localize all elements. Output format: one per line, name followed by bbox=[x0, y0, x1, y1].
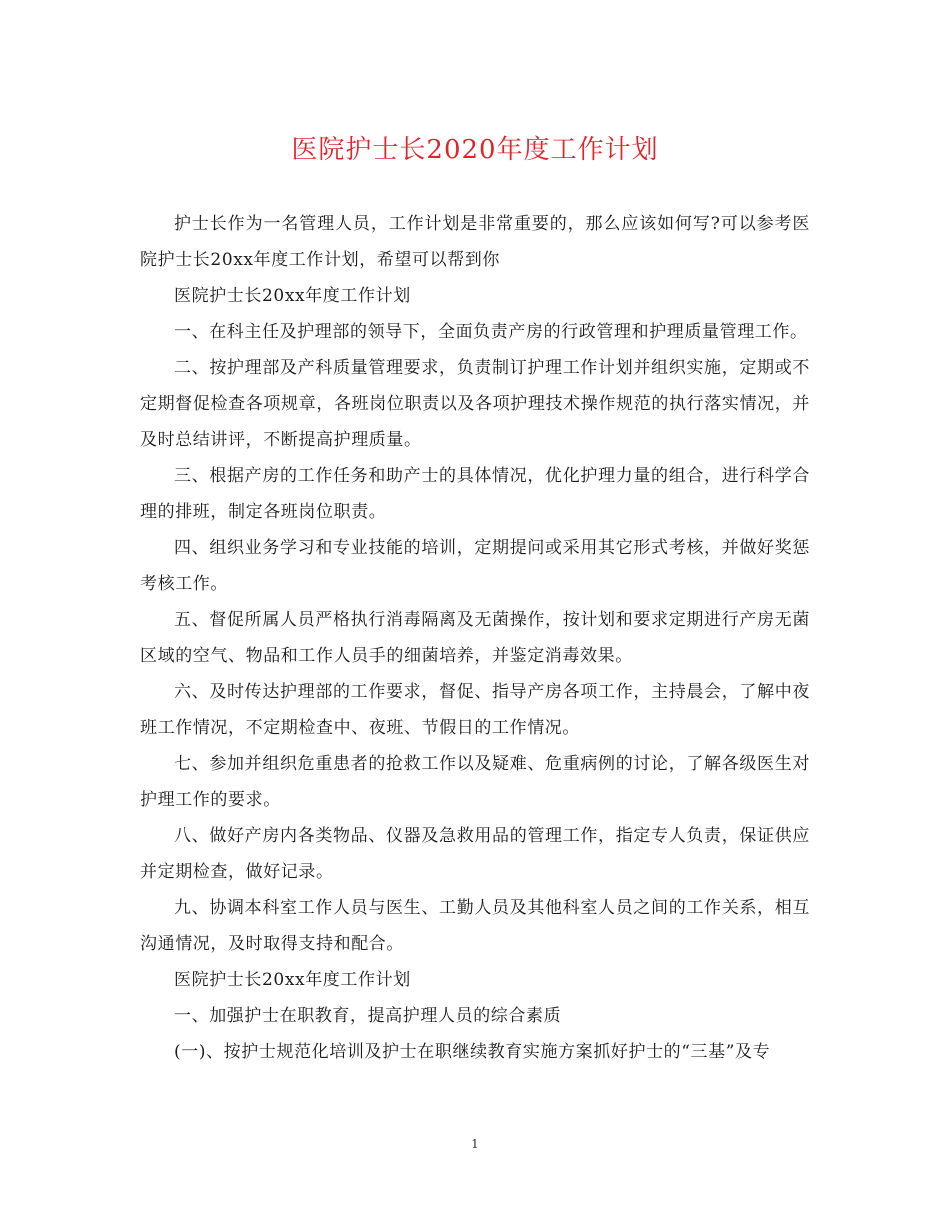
document-title: 医院护士长2020年度工作计划 bbox=[291, 135, 659, 165]
page-number: 1 bbox=[471, 1137, 479, 1151]
paragraph-section-heading: 医院护士长20xx年度工作计划 bbox=[174, 286, 411, 306]
paragraph-item-2: 二、按护理部及产科质量管理要求，负责制订护理工作计划并组织实施，定期或不定期督促检查各项规章，各班岗位职责以及各项护理技术操作规范的执行落实情况，并及时总结讲评，不断提高护理质量。 bbox=[140, 358, 810, 450]
document-body bbox=[140, 206, 810, 1070]
paragraph-item-4: 四、组织业务学习和专业技能的培训，定期提问或采用其它形式考核，并做好奖惩考核工作。 bbox=[140, 538, 810, 594]
paragraph-intro: 护士长作为一名管理人员，工作计划是非常重要的，那么应该如何写?可以参考医院护士长20xx年度工作计划，希望可以帮到你 bbox=[140, 214, 810, 270]
paragraph-item-8: 八、做好产房内各类物品、仪器及急救用品的管理工作，指定专人负责，保证供应并定期检查，做好记录。 bbox=[140, 826, 810, 882]
paragraph-item-3: 三、根据产房的工作任务和助产士的具体情况，优化护理力量的组合，进行科学合理的排班，制定各班岗位职责。 bbox=[140, 466, 810, 522]
paragraph-item-7: 七、参加并组织危重患者的抢救工作以及疑难、危重病例的讨论，了解各级医生对护理工作的要求。 bbox=[140, 754, 810, 810]
paragraph-subitem-1: (一)、按护士规范化培训及护士在职继续教育实施方案抓好护士的“三基”及专 bbox=[174, 1042, 771, 1062]
paragraph-item-5: 五、督促所属人员严格执行消毒隔离及无菌操作，按计划和要求定期进行产房无菌区域的空气、物品和工作人员手的细菌培养，并鉴定消毒效果。 bbox=[140, 610, 810, 666]
paragraph-subheading: 一、加强护士在职教育，提高护理人员的综合素质 bbox=[174, 1006, 562, 1026]
paragraph-item-9: 九、协调本科室工作人员与医生、工勤人员及其他科室人员之间的工作关系，相互沟通情况，及时取得支持和配合。 bbox=[140, 898, 810, 954]
paragraph-item-1: 一、在科主任及护理部的领导下，全面负责产房的行政管理和护理质量管理工作。 bbox=[174, 322, 808, 342]
paragraph-section-heading-2: 医院护士长20xx年度工作计划 bbox=[174, 970, 411, 990]
paragraph-item-6: 六、及时传达护理部的工作要求，督促、指导产房各项工作，主持晨会，了解中夜班工作情况，不定期检查中、夜班、节假日的工作情况。 bbox=[140, 682, 810, 738]
